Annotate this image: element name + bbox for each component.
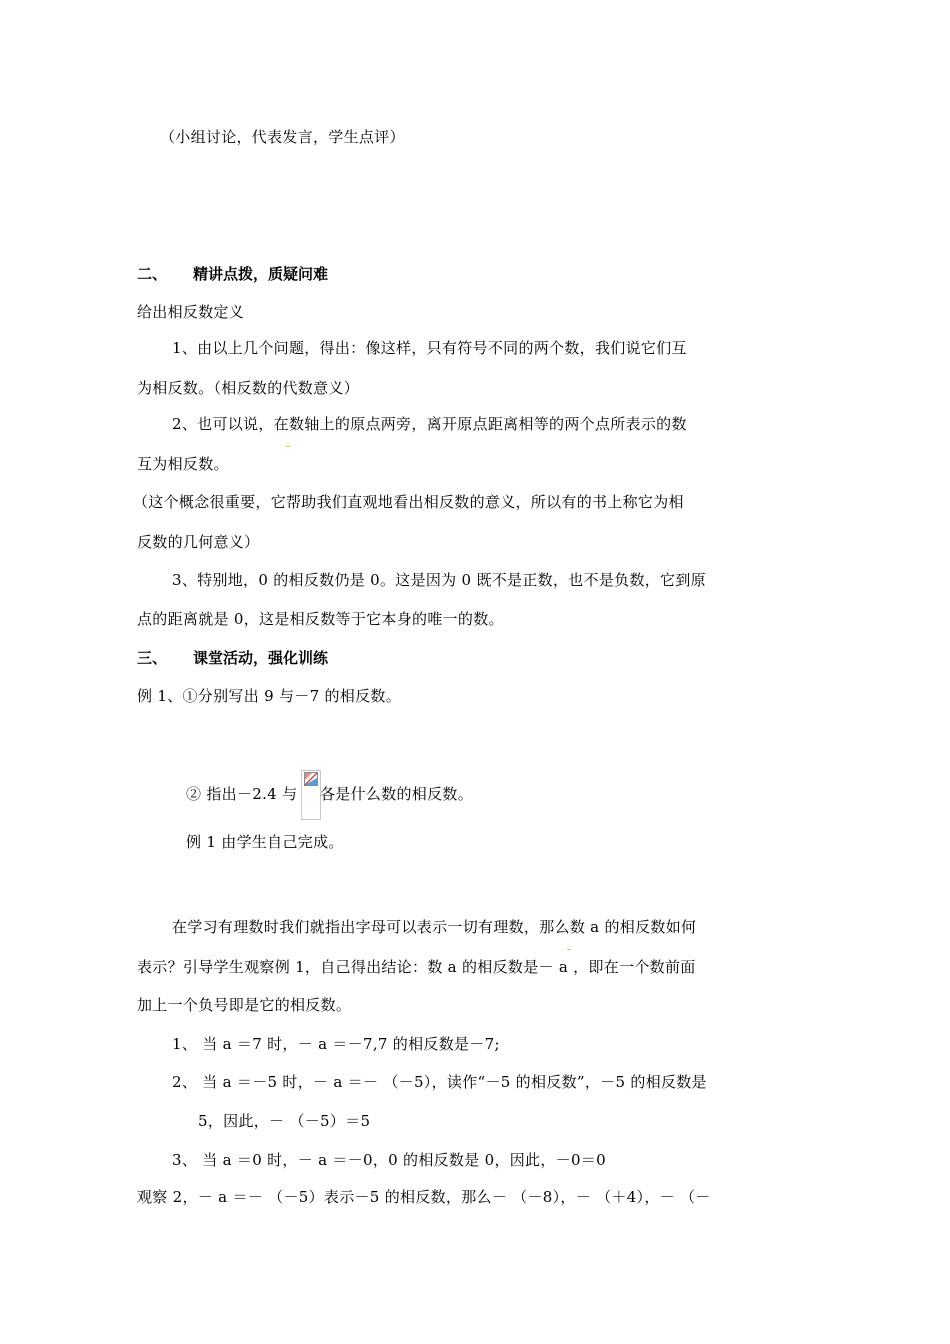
paragraph-2-line-2: 互为相反数。: [137, 455, 229, 473]
paragraph-1-line-2: 为相反数。（相反数的代数意义）: [137, 379, 360, 397]
paragraph-2-line-1-end: 数轴上的原点两旁，离开原点距离相等的两个点所表示的数: [288, 415, 687, 433]
section-3-number: 三、: [137, 649, 168, 667]
paragraph-3-line-1: （这个概念很重要，它帮助我们直观地看出相反数的意义，所以有的书上称它为相: [133, 493, 684, 511]
example-1-part-2-start: ② 指出－2.4 与: [186, 785, 298, 803]
paragraph-2-line-1: [172, 414, 687, 434]
broken-image-icon: [304, 772, 318, 786]
discussion-note: （小组讨论，代表发言，学生点评）: [160, 128, 405, 146]
paragraph-5-line-1-start: 在学习有理数时我们就指出字母可以表示一切有理数，那么: [172, 918, 570, 936]
example-1-part-2-end: 各是什么数的相反数。: [320, 785, 474, 803]
paragraph-3-line-2: 反数的几何意义）: [137, 533, 260, 551]
paragraph-5-line-2: 表示？引导学生观察例 1，自己得出结论：数 a 的相反数是－ a ，即在一个数前面: [137, 958, 696, 976]
section-2-title: 精讲点拨，质疑问难: [193, 265, 329, 283]
paragraph-5-line-3: 加上一个负号即是它的相反数。: [137, 996, 352, 1014]
paragraph-4-line-2: 点的距离就是 0，这是相反数等于它本身的唯一的数。: [137, 610, 504, 628]
case-2-line-2: 5，因此，－ （－5）＝5: [198, 1112, 371, 1130]
example-1: 例 1、①分别写出 9 与－7 的相反数。: [137, 687, 402, 705]
paragraph-5-line-1: [172, 917, 696, 937]
section-2-heading: [137, 264, 328, 284]
case-3: 3、 当 a ＝0 时，－ a ＝－0，0 的相反数是 0，因此，－0＝0: [172, 1151, 606, 1169]
paragraph-5-line-1-end: 数 a 的相反数如何: [569, 918, 697, 936]
observation-2: 观察 2，－ a ＝－ （－5）表示－5 的相反数，那么－ （－8），－ （＋4），－ （－: [137, 1188, 711, 1206]
paragraph-1-line-1: 1、由以上几个问题，得出：像这样，只有符号不同的两个数，我们说它们互: [172, 339, 687, 357]
case-2-line-1: 2、 当 a ＝－5 时，－ a ＝－ （－5），读作“－5 的相反数”，－5 的相反数是: [172, 1073, 707, 1091]
section-3-heading: [137, 648, 328, 668]
example-1-note: 例 1 由学生自己完成。: [186, 833, 344, 851]
paragraph-4-line-1: 3、特别地，0 的相反数仍是 0。这是因为 0 既不是正数，也不是负数，它到原: [172, 571, 706, 589]
section-2-intro: 给出相反数定义: [137, 303, 245, 321]
paragraph-2-line-1-start: 2、也可以说，在: [172, 415, 289, 433]
section-3-title: 课堂活动，强化训练: [193, 649, 329, 667]
inline-formula-image: [301, 770, 321, 820]
section-2-number: 二、: [137, 265, 168, 283]
case-1: 1、 当 a ＝7 时，－ a ＝－7,7 的相反数是－7;: [172, 1035, 500, 1053]
